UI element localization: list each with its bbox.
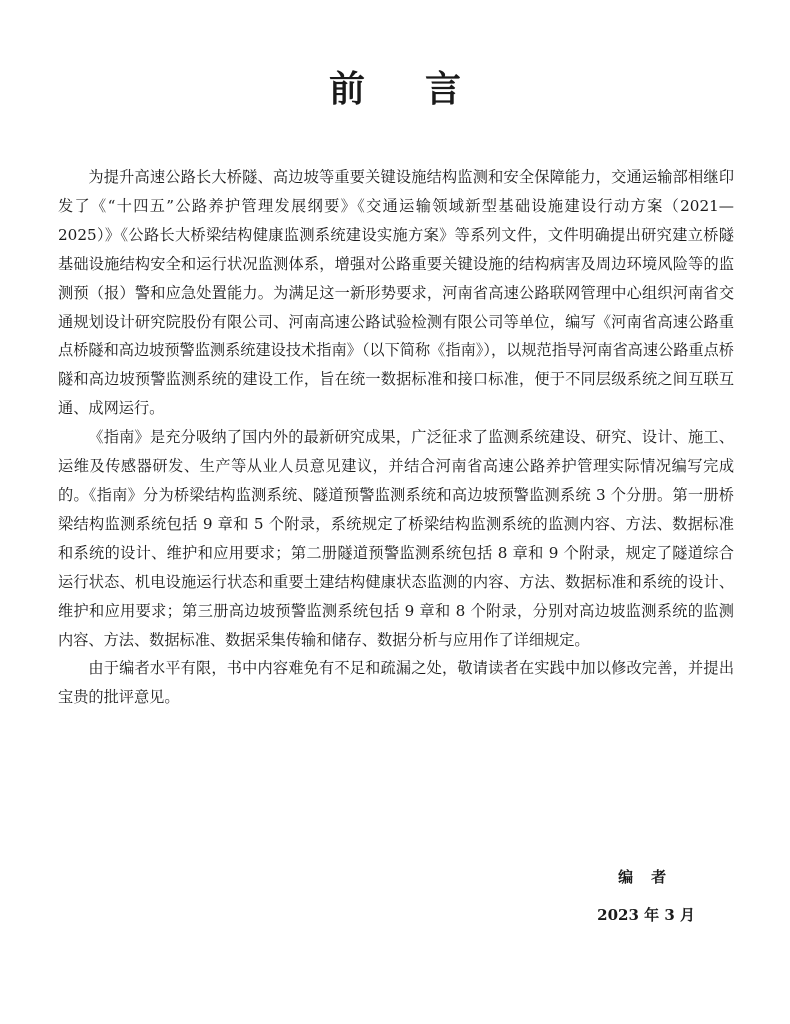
- author-signature: 编者: [618, 868, 685, 886]
- page-title: 前言: [328, 69, 521, 110]
- paragraph-1: 为提升高速公路长大桥隧、高边坡等重要关键设施结构监测和安全保障能力，交通运输部相继印发了《“十四五”公路养护管理发展纲要》《交通运输领域新型基础设施建设行动方案（2021—2025）》《公路长大桥梁结构健康监测系统建设实施方案》等系列文件，文件明确提出研究建立桥隧基础设施结构安全和运行状况监测体系，增强对公路重要关键设施的结构病害及周边环境风险等的监测预（报）警和应急处置能力。为满足这一新形势要求，河南省高速公路联网管理中心组织河南省交通规划设计研究院股份有限公司、河南高速公路试验检测有限公司等单位，编写《河南省高速公路重点桥隧和高边坡预警监测系统建设技术指南》（以下简称《指南》），以规范指导河南省高速公路重点桥隧和高边坡预警监测系统的建设工作，旨在统一数据标准和接口标准，便于不同层级系统之间互联互通、成网运行。: [58, 168, 734, 418]
- paragraph-3: 由于编者水平有限，书中内容难免有不足和疏漏之处，敬请读者在实践中加以修改完善，并提出宝贵的批评意见。: [58, 659, 734, 707]
- paragraph-2: 《指南》是充分吸纳了国内外的最新研究成果，广泛征求了监测系统建设、研究、设计、施工、运维及传感器研发、生产等从业人员意见建议，并结合河南省高速公路养护管理实际情况编写完成的。《指南》分为桥梁结构监测系统、隧道预警监测系统和高边坡预警监测系统 3 个分册。第一册桥梁结构监测系统包括 9 章和 5 个附录，系统规定了桥梁结构监测系统的监测内容、方法、数据标准和系统的设计、维护和应用要求；第二册隧道预警监测系统包括 8 章和 9 个附录，规定了隧道综合运行状态、机电设施运行状态和重要土建结构健康状态监测的内容、方法、数据标准和系统的设计、维护和应用要求；第三册高边坡预警监测系统包括 9 章和 8 个附录，分别对高边坡监测系统的监测内容、方法、数据标准、数据采集传输和储存、数据分析与应用作了详细规定。: [58, 428, 734, 649]
- signature-date: 2023 年 3 月: [597, 906, 695, 924]
- preface-body: [58, 163, 734, 712]
- signature-block: [597, 862, 695, 928]
